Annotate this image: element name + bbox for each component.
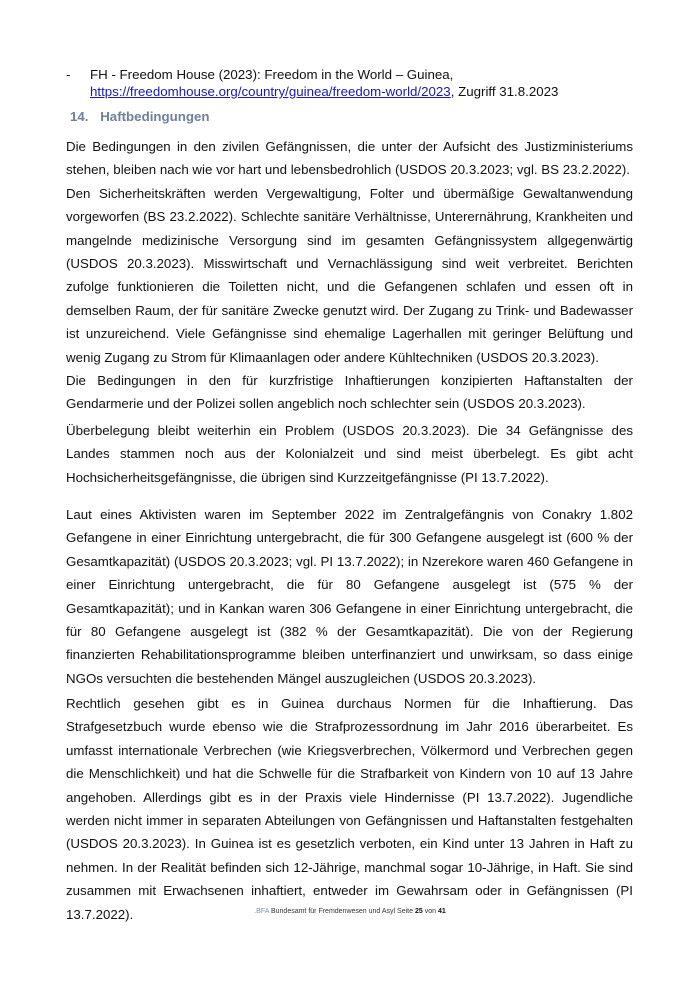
footer-org: Bundesamt für Fremdenwesen und Asyl — [270, 908, 396, 915]
reference-link[interactable]: https://freedomhouse.org/country/guinea/freedom-world/2023 — [90, 84, 451, 99]
section-number: 14. — [70, 109, 89, 124]
paragraph-capacity — [66, 503, 633, 690]
paragraph-text: Rechtlich gesehen gibt es in Guinea durchaus Normen für die Inhaftierung. Das Strafgesetzbuch wurde ebenso wie die Strafprozessordnung im Jahr 2016 überarbeitet. Es umfasst internationale Verbrechen (wie Kriegsverbrechen, Völkermord und Verbrechen gegen die Menschlichkeit) und hat die Schwelle für die Strafbarkeit von Kindern von 10 auf 13 Jahre angehoben. Allerdings gibt es in der Praxis viele Hindernisse (PI 13.7.2022). Jugendliche werden nicht immer in separaten Abteilungen von Gefängnissen und Haftanstalten festgehalten (USDOS 20.3.2023). In Guinea ist es gesetzlich verboten, ein Kind unter 13 Jahren in Haft zu nehmen. In der Realität befinden sich 12-Jährige, manchmal sogar 10-Jährige, in Haft. Sie sind zusammen mit Erwachsenen inhaftiert, entweder im Gewahrsam oder in Gefängnissen (PI 13.7.2022). — [66, 696, 633, 922]
page-number: 25 — [414, 908, 423, 915]
paragraph-legal — [66, 692, 633, 926]
paragraph-conditions — [66, 135, 633, 416]
page-footer — [0, 908, 700, 915]
reference-item — [66, 66, 646, 100]
reference-text: FH - Freedom House (2023): Freedom in the World – Guinea, — [90, 67, 454, 82]
footer-page-label: Seite — [397, 908, 414, 915]
paragraph-text: Laut eines Aktivisten waren im September 2022 im Zentralgefängnis von Conakry 1.802 Gefangene in einer Einrichtung untergebracht, die für 300 Gefangene ausgelegt ist (600 % der Gesamtkapazität) (USDOS 20.3.2023; vgl. PI 13.7.2022); in Nzerekore waren 460 Gefangene in einer Einrichtung untergebracht, die für 80 Gefangene ausgelegt ist (575 % der Gesamtkapazität); und in Kankan waren 306 Gefangene in einer Einrichtung untergebracht, die für 80 Gefangene ausgelegt ist (382 % der Gesamtkapazität). Die von der Regierung finanzierten Rehabilitationsprogramme bleiben unterfinanziert und unwirksam, so dass einige NGOs versuchten die bestehenden Mängel auszugleichen (USDOS 20.3.2023). — [66, 507, 633, 686]
paragraph-line: Die Bedingungen in den zivilen Gefängnissen, die unter der Aufsicht des Justizministeriums stehen, bleiben nach wie vor hart und lebensbedrohlich (USDOS 20.3.2023; vgl. BS 23.2.2022). — [66, 139, 633, 178]
footer-of-label: von — [424, 908, 437, 915]
page-total: 41 — [437, 908, 446, 915]
reference-access-date: , Zugriff 31.8.2023 — [450, 84, 559, 99]
bfa-logo: .BFA — [254, 908, 270, 915]
paragraph-line: Die Bedingungen in den für kurzfristige Inhaftierungen konzipierten Haftanstalten der Gendarmerie und der Polizei sollen angeblich noch schlechter sein (USDOS 20.3.2023). — [66, 373, 633, 412]
paragraph-overcrowding — [66, 419, 633, 489]
section-title: Haftbedingungen — [100, 109, 210, 124]
section-heading — [70, 109, 210, 124]
list-bullet: - — [66, 67, 71, 82]
paragraph-line: Den Sicherheitskräften werden Vergewaltigung, Folter und übermäßige Gewaltanwendung vorgeworfen (BS 23.2.2022). Schlechte sanitäre Verhältnisse, Unterernährung, Krankheiten und mangelnde medizinische Versorgung sind im gesamten Gefängnissystem allgegenwärtig (USDOS 20.3.2023). Misswirtschaft und Vernachlässigung sind weit verbreitet. Berichten zufolge funktionieren die Toiletten nicht, und die Gefangenen schlafen und essen oft in demselben Raum, der für sanitäre Zwecke genutzt wird. Der Zugang zu Trink- und Badewasser ist unzureichend. Viele Gefängnisse sind ehemalige Lagerhallen mit geringer Belüftung und wenig Zugang zu Strom für Klimaanlagen oder andere Kühltechniken (USDOS 20.3.2023). — [66, 185, 633, 365]
paragraph-text: Überbelegung bleibt weiterhin ein Problem (USDOS 20.3.2023). Die 34 Gefängnisse des Landes stammen noch aus der Kolonialzeit und sind meist überbelegt. Es gibt acht Hochsicherheitsgefängnisse, die übrigen sind Kurzzeitgefängnisse (PI 13.7.2022). — [66, 423, 633, 485]
